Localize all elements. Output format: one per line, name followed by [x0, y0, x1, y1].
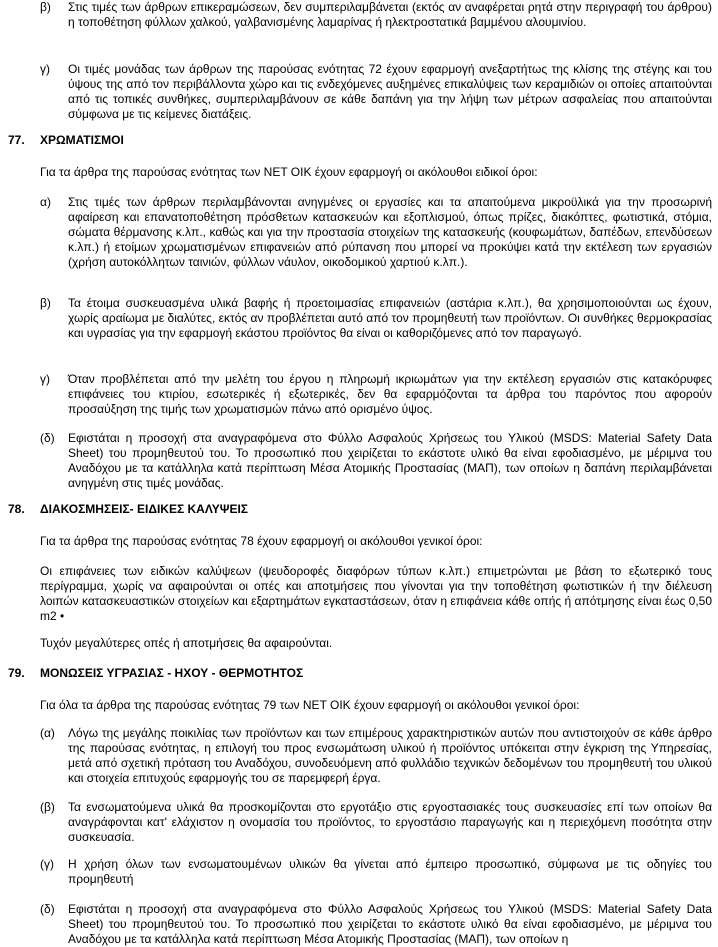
- section-number: 79.: [8, 666, 25, 680]
- section-heading-78: [8, 502, 248, 517]
- section-number: 78.: [8, 502, 25, 516]
- list-item: [40, 857, 712, 887]
- paragraph: Τυχόν μεγαλύτερες οπές ή αποτμήσεις θα αφαιρούνται.: [40, 636, 333, 650]
- section-title: ΧΡΩΜΑΤΙΣΜΟΙ: [40, 133, 124, 147]
- item-label: (γ): [40, 857, 54, 871]
- item-text: Τα ενσωματούμενα υλικά θα προσκομίζονται στο εργοτάξιο στις εργοστασιακές τους συσκευασίες επί των οποίων θα αναγράφονται κατ' ελάχιστον η ονομασία του προϊόντος, το εργοστάσιο παραγωγής και η περιεχόμενη ποσότητα στην συσκευασία.: [68, 800, 712, 844]
- item-label: (α): [40, 726, 55, 740]
- list-item: [40, 431, 712, 491]
- item-label: β): [40, 0, 51, 14]
- item-text: Οι τιμές μονάδας των άρθρων της παρούσας ενότητας 72 έχουν εφαρμογή ανεξαρτήτως της κλίσης της στέγης και του ύψους της από τον περιβάλλοντα χώρο και τις ενδεχόμενες αυξημένες επικαλύψεις των κεραμιδιών οι οποίες απαιτούνται από τις τοπικές συνθήκες, συμπεριλαμβάνουν σε κάθε δαπάνη για την λήψη των μέτρων ασφαλείας που απαιτούνται σύμφωνα με τις κείμενες διατάξεις.: [68, 62, 712, 121]
- section-heading-77: [8, 133, 124, 148]
- list-item: [40, 902, 712, 947]
- item-text: Λόγω της μεγάλης ποικιλίας των προϊόντων και των επιμέρους χαρακτηριστικών αυτών που αντιστοιχούν σε κάθε άρθρο της παρούσας ενότητας, η επιλογή του προς ενσωμάτωση υλικού ή προϊόντος υπόκειται στην έγκριση της Υπηρεσίας, μετά από σχετική πρόταση του Αναδόχου, συνοδευόμενη από φυλλάδιο τεχνικών δεδομένων του προμηθευτή του υλικού και στοιχεία επιτυχούς εφαρμογής του σε παρεμφερή έργα.: [68, 726, 712, 785]
- item-text: Στις τιμές των άρθρων περιλαμβάνονται ανηγμένες οι εργασίες και τα απαιτούμενα μικροϋλικά για την προσωρινή αφαίρεση και επανατοποθέτηση πρόσθετων κατασκευών και εξοπλισμού, όπως πρίζες, διακόπτες, φωτιστικά, στόμια, σώματα θέρμανσης κ.λπ., καθώς και για την προστασία στοιχείων της κατασκευής (κουφωμάτων, δαπέδων, επενδύσεων κ.λπ.) ή ετοίμων χρωματισμένων επιφανειών από ρύπανση που μπορεί να προκύψει κατά την εκτέλεση των εργασιών (χρήση αυτοκόλλητων ταινιών, φύλλων νάυλον, οικοδομικού χαρτιού κ.λπ.).: [68, 195, 712, 269]
- section-title: ΔΙΑΚΟΣΜΗΣΕΙΣ- ΕΙΔΙΚΕΣ ΚΑΛΥΨΕΙΣ: [40, 502, 249, 516]
- item-text: Όταν προβλέπεται από την μελέτη του έργου η πληρωμή ικριωμάτων για την εκτέλεση εργασιών στις κατακόρυφες επιφάνειες του κτιρίου, εσωτερικές ή εξωτερικές, δεν θα εφαρμόζονται τα άρθρα του παρόντος που αφορούν προσαύξηση της τιμής των χρωματισμών πάνω από ορισμένο ύψος.: [68, 372, 712, 416]
- item-label: β): [40, 296, 51, 310]
- item-text: Τα έτοιμα συσκευασμένα υλικά βαφής ή προετοιμασίας επιφανειών (αστάρια κ.λπ.), θα χρησιμοποιούνται ως έχουν, χωρίς αραίωμα με διαλύτες, εκτός αν προβλέπεται αυτό από τον προμηθευτή των προϊόντων. Οι συνθήκες θερμοκρασίας και υγρασίας για την εφαρμογή εκάστου προϊόντος θα είναι οι καθοριζόμενες από τον παραγωγό.: [68, 296, 712, 340]
- item-text: Στις τιμές των άρθρων επικεραμώσεων, δεν συμπεριλαμβάνεται (εκτός αν αναφέρεται ρητά στην περιγραφή του άρθρου) η τοποθέτηση φύλλων χαλκού, γαλβανισμένης λαμαρίνας ή ηλεκτροστατικά βαμμένου αλουμινίου.: [68, 0, 712, 29]
- section-intro: Για όλα τα άρθρα της παρούσας ενότητας 79 των ΝΕΤ ΟΙΚ έχουν εφαρμογή οι ακόλουθοι γενικοί όροι:: [40, 698, 580, 712]
- section-heading-79: [8, 666, 303, 681]
- item-label: γ): [40, 372, 50, 386]
- item-label: γ): [40, 62, 50, 76]
- item-label: (β): [40, 800, 55, 814]
- list-item: [40, 800, 712, 845]
- list-item: [40, 296, 712, 341]
- paragraph: Οι επιφάνειες των ειδικών καλύψεων (ψευδοροφές διαφόρων τύπων κ.λπ.) επιμετρώνται με βάση το εξωτερικό τους περίγραμμα, χωρίς να αφαιρούνται οι οπές και αποτμήσεις που γίνονται για την τοποθέτηση φωτιστικών ή την διέλευση λοιπών κατασκευαστικών στοιχείων και εξαρτημάτων εγκαταστάσεων, όταν η επιφάνεια κάθε οπής ή απότμησης είναι έως 0,50 m2 •: [40, 564, 712, 623]
- section-intro: Για τα άρθρα της παρούσας ενότητας 78 έχουν εφαρμογή οι ακόλουθοι γενικοί όροι:: [40, 534, 483, 548]
- list-item: [40, 372, 712, 417]
- list-item: [40, 0, 712, 30]
- section-intro: Για τα άρθρα της παρούσας ενότητας των ΝΕΤ ΟΙΚ έχουν εφαρμογή οι ακόλουθοι ειδικοί όροι:: [40, 165, 538, 179]
- list-item: [40, 195, 712, 270]
- section-number: 77.: [8, 133, 25, 147]
- item-label: (δ): [40, 431, 55, 445]
- item-text: Η χρήση όλων των ενσωματουμένων υλικών θα γίνεται από έμπειρο προσωπικό, σύμφωνα με τις οδηγίες του προμηθευτή: [68, 857, 712, 886]
- section-title: ΜΟΝΩΣΕΙΣ ΥΓΡΑΣΙΑΣ - ΗΧΟΥ - ΘΕΡΜΟΤΗΤΟΣ: [40, 666, 304, 680]
- list-item: [40, 62, 712, 122]
- item-label: (δ): [40, 902, 55, 916]
- item-label: α): [40, 195, 51, 209]
- item-text: Εφιστάται η προσοχή στα αναγραφόμενα στο Φύλλο Ασφαλούς Χρήσεως του Υλικού (MSDS: Material Safety Data Sheet) του προμηθευτού του. Το προσωπικό που χειρίζεται το εκάστοτε υλικό θα είναι εφοδιασμένο, με μέριμνα του Αναδόχου με τα κατάλληλα κατά περίπτωση Μέσα Ατομικής Προστασίας (ΜΑΠ), των οποίων η δαπάνη περιλαμβάνεται ανηγμένη στις τιμές μονάδας.: [68, 431, 712, 490]
- list-item: [40, 726, 712, 786]
- item-text: Εφιστάται η προσοχή στα αναγραφόμενα στο Φύλλο Ασφαλούς Χρήσεως του Υλικού (MSDS: Material Safety Data Sheet) του προμηθευτού του. Το προσωπικό που χειρίζεται το εκάστοτε υλικό θα είναι εφοδιασμένο, με μέριμνα του Αναδόχου με τα κατάλληλα κατά περίπτωση Μέσα Ατομικής Προστασίας (ΜΑΠ), των οποίων η: [68, 902, 712, 946]
